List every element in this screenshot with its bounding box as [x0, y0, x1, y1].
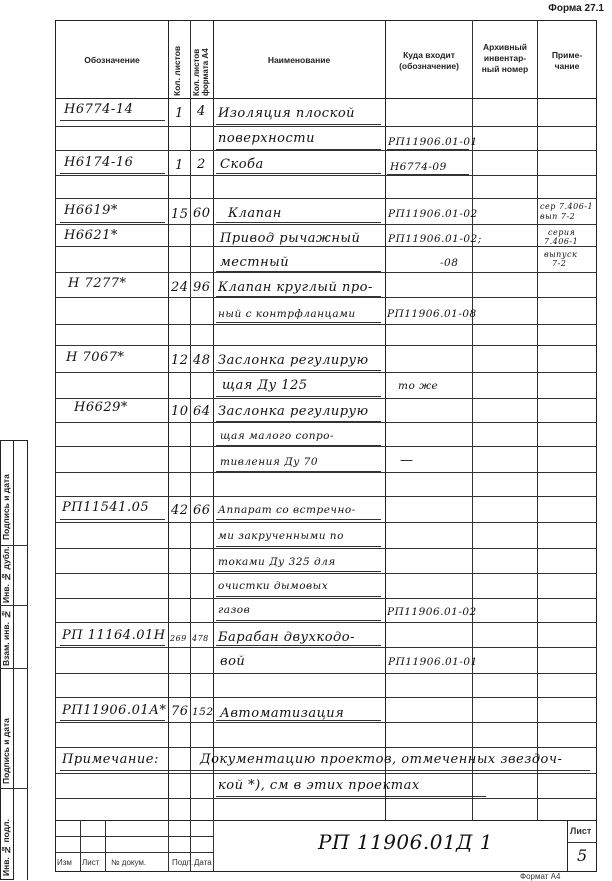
- row-name-line: местный: [220, 255, 290, 270]
- row-name-line: щая малого сопро-: [220, 430, 335, 442]
- title-col-doc: № докум.: [111, 858, 147, 867]
- row-sheets: 1: [175, 158, 184, 173]
- doc-code: РП 11906.01Д 1: [318, 830, 494, 854]
- row-sheets: 24: [171, 280, 189, 295]
- row-name-line: Заслонка регулирую: [218, 353, 369, 368]
- row-sheets-a4: 2: [197, 157, 206, 172]
- row-where-used: —: [400, 453, 414, 468]
- row-sheets: 76: [171, 704, 189, 719]
- row-note-line: серия: [548, 228, 576, 237]
- side-label-inv-dubl: Инв. № дубл.: [1, 546, 11, 603]
- row-where-used: РП11906.01-01: [388, 656, 478, 668]
- format-label: Формат А4: [520, 872, 561, 881]
- header-designation: Обозначение: [84, 55, 140, 65]
- header-sheets-a4: Кол. листов формата А4: [192, 48, 210, 96]
- header-archive: Архивный инвентар- ный номер: [481, 42, 529, 74]
- row-note-line: 7-2: [552, 259, 567, 268]
- title-col-sign: Подп.: [172, 858, 194, 867]
- row-name-line: ми закрученными по: [218, 530, 344, 542]
- row-designation: РП 11164.01Н: [62, 628, 166, 643]
- header-note: Приме- чание: [551, 50, 583, 71]
- header-name: Наименование: [267, 55, 331, 65]
- row-sheets-a4: 96: [193, 280, 211, 295]
- row-sheets: 269: [170, 634, 187, 643]
- title-col-izm: Изм: [57, 858, 72, 867]
- sheet-number: 5: [577, 846, 588, 865]
- side-label-vzam-inv: Взам. инв. №: [1, 609, 11, 666]
- header-sheets: Кол. листов: [172, 45, 182, 96]
- row-designation: Н 7277*: [68, 276, 127, 291]
- row-sheets-a4: 64: [193, 404, 211, 419]
- row-name-line: Клапан: [228, 206, 282, 221]
- sheet-label: Лист: [570, 826, 592, 836]
- row-designation: Н6774-14: [64, 102, 134, 117]
- row-sheets-a4: 152: [192, 706, 214, 718]
- row-where-used: Н6774-09: [390, 161, 447, 173]
- row-name-line: Изоляция плоской: [218, 106, 356, 121]
- side-label-inv-podl: Инв. № подл.: [1, 819, 11, 876]
- footnote-text: Документацию проектов, отмеченных звездоч-: [200, 752, 563, 767]
- title-col-date: Дата: [194, 858, 212, 867]
- row-designation: Н6174-16: [64, 155, 134, 170]
- row-designation: Н 7067*: [66, 350, 125, 365]
- row-sheets-a4: 4: [197, 104, 206, 119]
- row-name-line: щая Ду 125: [222, 378, 308, 393]
- row-name-line: Заслонка регулирую: [218, 404, 369, 419]
- row-name-line: газов: [218, 604, 251, 616]
- row-note-line: сер 7.406-1: [540, 202, 594, 211]
- row-sheets: 10: [171, 404, 189, 419]
- row-where-used: РП11906.01-08: [387, 308, 477, 320]
- row-name-line: Скоба: [220, 157, 264, 172]
- row-name-line: Аппарат со встречно-: [218, 504, 356, 516]
- header-where-used: Куда входит (обозначение): [399, 50, 459, 71]
- row-sheets-a4: 478: [192, 634, 209, 643]
- row-designation: РП11541.05: [62, 500, 150, 515]
- row-note-line: вып 7-2: [540, 212, 576, 221]
- row-name-line: очистки дымовых: [218, 580, 329, 592]
- row-where-used: РП11906.01-02: [387, 606, 477, 618]
- footnote-label: Примечание:: [62, 752, 159, 767]
- row-where-used: РП11906.01-02;: [388, 233, 482, 245]
- row-sheets: 1: [175, 106, 184, 121]
- row-sheets-a4: 66: [193, 503, 211, 518]
- row-name-line: токами Ду 325 для: [218, 556, 336, 568]
- row-where-used: РП11906.01-01: [388, 136, 478, 148]
- row-sheets-a4: 48: [193, 353, 211, 368]
- row-sheets-a4: 60: [193, 206, 211, 221]
- row-designation: РП11906.01А*: [62, 703, 167, 718]
- row-name-line: вой: [220, 654, 246, 669]
- title-col-list: Лист: [82, 858, 100, 867]
- row-sheets: 15: [171, 207, 189, 222]
- row-name-line: тивления Ду 70: [220, 456, 319, 468]
- side-label-sign-date-top: Подпись и дата: [1, 474, 11, 540]
- row-note-line: выпуск: [544, 250, 578, 259]
- row-designation: Н6619*: [64, 203, 118, 218]
- row-where-used: -08: [440, 257, 459, 269]
- row-name-line: Привод рычажный: [220, 231, 361, 246]
- row-note-line: 7.406-1: [544, 237, 579, 246]
- row-sheets: 42: [171, 503, 189, 518]
- row-name-line: Барабан двухкодо-: [218, 630, 355, 645]
- side-label-sign-date-bottom: Подпись и дата: [1, 718, 11, 784]
- row-sheets: 12: [171, 353, 189, 368]
- row-name-line: ный с контрфланцами: [218, 308, 356, 320]
- row-where-used: то же: [398, 380, 439, 392]
- form-label: Форма 27.1: [548, 3, 604, 14]
- row-designation: Н6621*: [64, 228, 118, 243]
- row-name-line: Автоматизация: [220, 706, 345, 721]
- row-designation: Н6629*: [74, 400, 128, 415]
- footnote-text: кой *), см в этих проектах: [218, 778, 420, 793]
- row-where-used: РП11906.01-02: [388, 208, 478, 220]
- row-name-line: поверхности: [218, 131, 315, 146]
- row-name-line: Клапан круглый про-: [218, 280, 373, 295]
